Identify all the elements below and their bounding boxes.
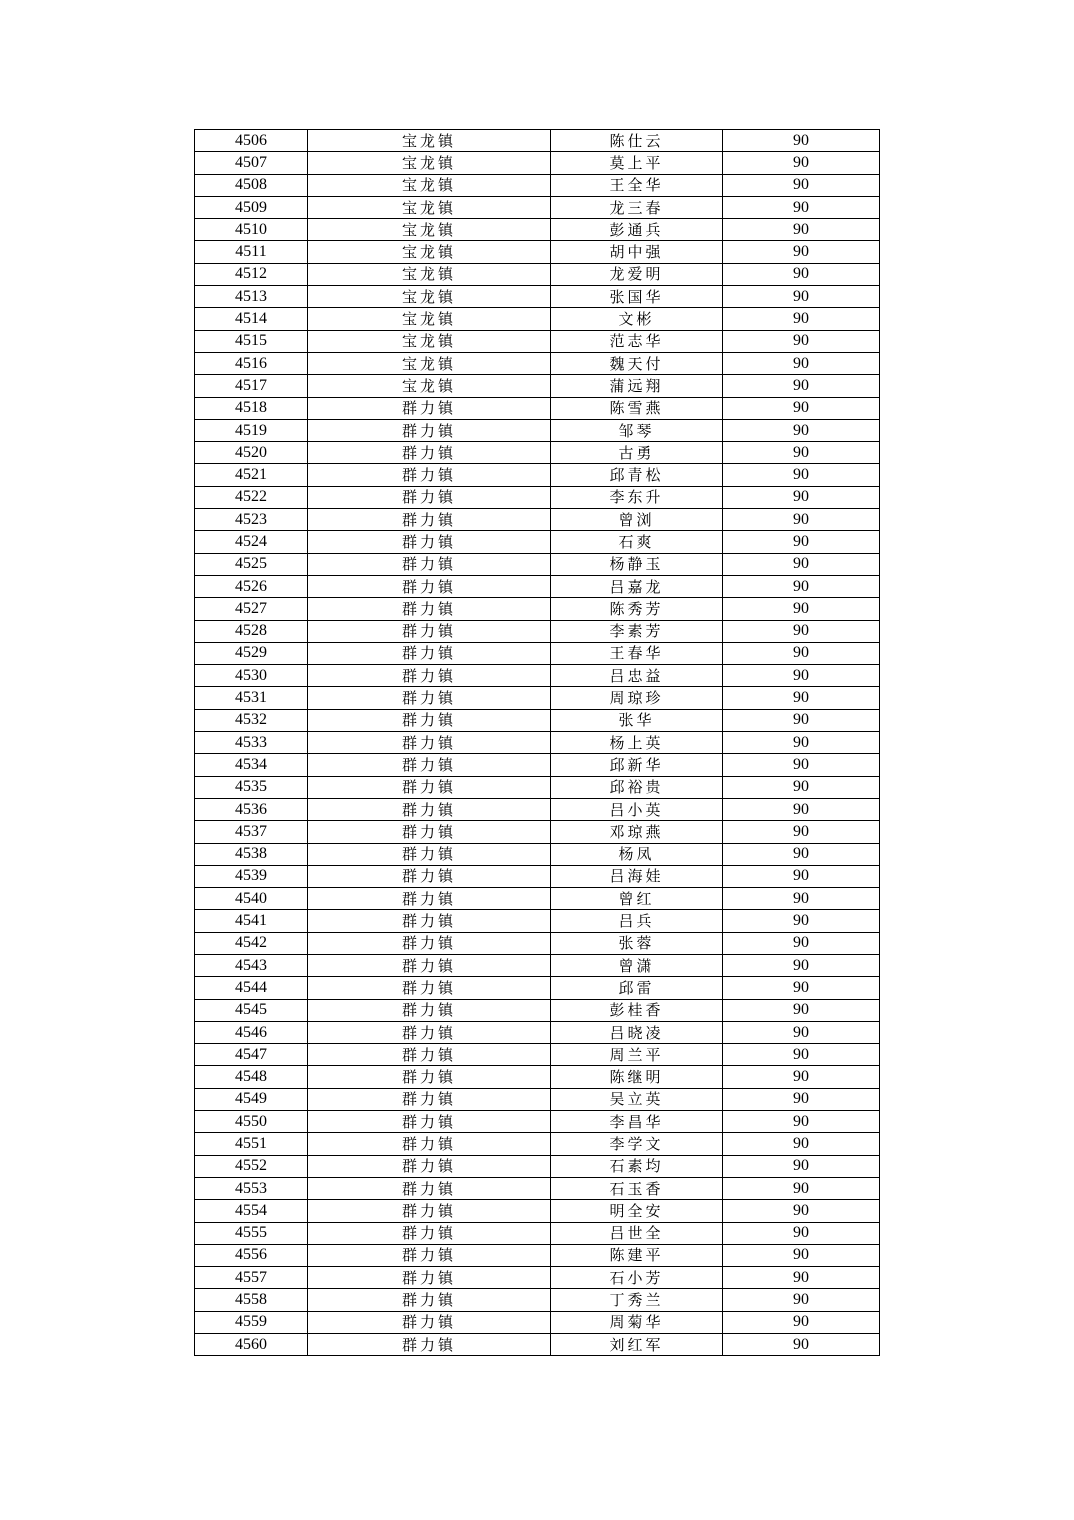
town-cell: 群力镇	[308, 1066, 551, 1088]
number-cell: 4516	[195, 352, 308, 374]
table-row	[195, 152, 880, 174]
score-cell: 90	[723, 910, 880, 932]
score-cell: 90	[723, 130, 880, 152]
name-cell: 吕海娃	[551, 865, 723, 887]
town-cell: 群力镇	[308, 999, 551, 1021]
score-cell: 90	[723, 776, 880, 798]
number-cell: 4535	[195, 776, 308, 798]
town-cell: 群力镇	[308, 419, 551, 441]
town-cell: 群力镇	[308, 1155, 551, 1177]
score-cell: 90	[723, 1133, 880, 1155]
name-cell: 吕忠益	[551, 665, 723, 687]
town-cell: 群力镇	[308, 687, 551, 709]
table-row	[195, 1311, 880, 1333]
number-cell: 4527	[195, 598, 308, 620]
table-row	[195, 1334, 880, 1356]
name-cell: 陈秀芳	[551, 598, 723, 620]
score-cell: 90	[723, 509, 880, 531]
table-row	[195, 442, 880, 464]
score-cell: 90	[723, 821, 880, 843]
number-cell: 4532	[195, 709, 308, 731]
table-row	[195, 553, 880, 575]
name-cell: 李东升	[551, 486, 723, 508]
table-row	[195, 642, 880, 664]
number-cell: 4515	[195, 330, 308, 352]
table-row	[195, 798, 880, 820]
score-cell: 90	[723, 1311, 880, 1333]
table-row	[195, 1044, 880, 1066]
score-cell: 90	[723, 464, 880, 486]
name-cell: 邱新华	[551, 754, 723, 776]
score-cell: 90	[723, 1155, 880, 1177]
number-cell: 4558	[195, 1289, 308, 1311]
town-cell: 群力镇	[308, 1311, 551, 1333]
name-cell: 吕世全	[551, 1222, 723, 1244]
number-cell: 4517	[195, 375, 308, 397]
table-row	[195, 821, 880, 843]
score-cell: 90	[723, 798, 880, 820]
number-cell: 4520	[195, 442, 308, 464]
number-cell: 4509	[195, 196, 308, 218]
town-cell: 宝龙镇	[308, 130, 551, 152]
score-cell: 90	[723, 598, 880, 620]
table-row	[195, 954, 880, 976]
number-cell: 4534	[195, 754, 308, 776]
number-cell: 4559	[195, 1311, 308, 1333]
score-cell: 90	[723, 419, 880, 441]
town-cell: 群力镇	[308, 620, 551, 642]
score-cell: 90	[723, 241, 880, 263]
name-cell: 吴立英	[551, 1088, 723, 1110]
number-cell: 4530	[195, 665, 308, 687]
town-cell: 宝龙镇	[308, 263, 551, 285]
score-cell: 90	[723, 1222, 880, 1244]
table-row	[195, 531, 880, 553]
name-cell: 杨凤	[551, 843, 723, 865]
table-row	[195, 352, 880, 374]
number-cell: 4525	[195, 553, 308, 575]
table-row	[195, 1021, 880, 1043]
number-cell: 4519	[195, 419, 308, 441]
table-row	[195, 219, 880, 241]
table-row	[195, 1200, 880, 1222]
score-cell: 90	[723, 442, 880, 464]
number-cell: 4541	[195, 910, 308, 932]
town-cell: 群力镇	[308, 1267, 551, 1289]
name-cell: 龙爱明	[551, 263, 723, 285]
number-cell: 4542	[195, 932, 308, 954]
town-cell: 群力镇	[308, 1222, 551, 1244]
number-cell: 4511	[195, 241, 308, 263]
name-cell: 张蓉	[551, 932, 723, 954]
table-row	[195, 776, 880, 798]
score-cell: 90	[723, 1066, 880, 1088]
name-cell: 杨静玉	[551, 553, 723, 575]
score-cell: 90	[723, 1334, 880, 1356]
table-row	[195, 620, 880, 642]
score-cell: 90	[723, 732, 880, 754]
name-cell: 彭桂香	[551, 999, 723, 1021]
name-cell: 吕嘉龙	[551, 575, 723, 597]
table-row	[195, 687, 880, 709]
table-row	[195, 1177, 880, 1199]
town-cell: 群力镇	[308, 575, 551, 597]
town-cell: 群力镇	[308, 709, 551, 731]
number-cell: 4555	[195, 1222, 308, 1244]
number-cell: 4553	[195, 1177, 308, 1199]
name-cell: 陈雪燕	[551, 397, 723, 419]
town-cell: 宝龙镇	[308, 375, 551, 397]
name-cell: 曾潇	[551, 954, 723, 976]
name-cell: 张国华	[551, 286, 723, 308]
score-cell: 90	[723, 865, 880, 887]
number-cell: 4547	[195, 1044, 308, 1066]
table-row	[195, 888, 880, 910]
name-cell: 王春华	[551, 642, 723, 664]
number-cell: 4546	[195, 1021, 308, 1043]
score-cell: 90	[723, 1244, 880, 1266]
number-cell: 4537	[195, 821, 308, 843]
name-cell: 王全华	[551, 174, 723, 196]
name-cell: 邹琴	[551, 419, 723, 441]
table-row	[195, 665, 880, 687]
number-cell: 4523	[195, 509, 308, 531]
table-row	[195, 932, 880, 954]
name-cell: 邱雷	[551, 977, 723, 999]
town-cell: 群力镇	[308, 509, 551, 531]
table-row	[195, 196, 880, 218]
name-cell: 周琼珍	[551, 687, 723, 709]
number-cell: 4513	[195, 286, 308, 308]
name-cell: 周菊华	[551, 1311, 723, 1333]
name-cell: 李昌华	[551, 1111, 723, 1133]
name-cell: 陈仕云	[551, 130, 723, 152]
number-cell: 4550	[195, 1111, 308, 1133]
table-row	[195, 174, 880, 196]
roster-table	[194, 129, 880, 1356]
number-cell: 4531	[195, 687, 308, 709]
number-cell: 4506	[195, 130, 308, 152]
name-cell: 曾浏	[551, 509, 723, 531]
town-cell: 群力镇	[308, 776, 551, 798]
town-cell: 群力镇	[308, 464, 551, 486]
town-cell: 群力镇	[308, 1133, 551, 1155]
name-cell: 古勇	[551, 442, 723, 464]
score-cell: 90	[723, 709, 880, 731]
score-cell: 90	[723, 1267, 880, 1289]
score-cell: 90	[723, 196, 880, 218]
score-cell: 90	[723, 977, 880, 999]
number-cell: 4552	[195, 1155, 308, 1177]
name-cell: 龙三春	[551, 196, 723, 218]
number-cell: 4518	[195, 397, 308, 419]
town-cell: 宝龙镇	[308, 286, 551, 308]
score-cell: 90	[723, 352, 880, 374]
name-cell: 吕兵	[551, 910, 723, 932]
town-cell: 群力镇	[308, 1088, 551, 1110]
table-row	[195, 575, 880, 597]
name-cell: 李素芳	[551, 620, 723, 642]
table-row	[195, 754, 880, 776]
score-cell: 90	[723, 286, 880, 308]
town-cell: 宝龙镇	[308, 241, 551, 263]
table-row	[195, 1088, 880, 1110]
town-cell: 群力镇	[308, 798, 551, 820]
town-cell: 群力镇	[308, 754, 551, 776]
score-cell: 90	[723, 174, 880, 196]
town-cell: 宝龙镇	[308, 152, 551, 174]
town-cell: 群力镇	[308, 486, 551, 508]
town-cell: 群力镇	[308, 553, 551, 575]
score-cell: 90	[723, 1044, 880, 1066]
name-cell: 石玉香	[551, 1177, 723, 1199]
number-cell: 4540	[195, 888, 308, 910]
name-cell: 石小芳	[551, 1267, 723, 1289]
town-cell: 群力镇	[308, 888, 551, 910]
number-cell: 4524	[195, 531, 308, 553]
name-cell: 吕小英	[551, 798, 723, 820]
town-cell: 群力镇	[308, 531, 551, 553]
number-cell: 4538	[195, 843, 308, 865]
name-cell: 范志华	[551, 330, 723, 352]
table-row	[195, 732, 880, 754]
number-cell: 4545	[195, 999, 308, 1021]
score-cell: 90	[723, 219, 880, 241]
name-cell: 胡中强	[551, 241, 723, 263]
name-cell: 吕晓凌	[551, 1021, 723, 1043]
table-row	[195, 1267, 880, 1289]
table-row	[195, 1244, 880, 1266]
table-row	[195, 843, 880, 865]
town-cell: 群力镇	[308, 442, 551, 464]
table-row	[195, 308, 880, 330]
town-cell: 群力镇	[308, 1200, 551, 1222]
number-cell: 4543	[195, 954, 308, 976]
name-cell: 丁秀兰	[551, 1289, 723, 1311]
name-cell: 石爽	[551, 531, 723, 553]
name-cell: 魏天付	[551, 352, 723, 374]
table-row	[195, 709, 880, 731]
name-cell: 文彬	[551, 308, 723, 330]
score-cell: 90	[723, 330, 880, 352]
number-cell: 4510	[195, 219, 308, 241]
town-cell: 群力镇	[308, 1044, 551, 1066]
score-cell: 90	[723, 1111, 880, 1133]
name-cell: 蒲远翔	[551, 375, 723, 397]
score-cell: 90	[723, 1088, 880, 1110]
table-row	[195, 977, 880, 999]
name-cell: 莫上平	[551, 152, 723, 174]
name-cell: 彭通兵	[551, 219, 723, 241]
score-cell: 90	[723, 308, 880, 330]
town-cell: 群力镇	[308, 910, 551, 932]
table-row	[195, 509, 880, 531]
town-cell: 宝龙镇	[308, 174, 551, 196]
name-cell: 石素均	[551, 1155, 723, 1177]
number-cell: 4536	[195, 798, 308, 820]
score-cell: 90	[723, 665, 880, 687]
town-cell: 宝龙镇	[308, 196, 551, 218]
town-cell: 群力镇	[308, 1289, 551, 1311]
town-cell: 群力镇	[308, 954, 551, 976]
score-cell: 90	[723, 553, 880, 575]
score-cell: 90	[723, 888, 880, 910]
town-cell: 群力镇	[308, 1021, 551, 1043]
score-cell: 90	[723, 954, 880, 976]
score-cell: 90	[723, 687, 880, 709]
table-row	[195, 1155, 880, 1177]
name-cell: 李学文	[551, 1133, 723, 1155]
number-cell: 4548	[195, 1066, 308, 1088]
number-cell: 4551	[195, 1133, 308, 1155]
score-cell: 90	[723, 1200, 880, 1222]
score-cell: 90	[723, 754, 880, 776]
number-cell: 4539	[195, 865, 308, 887]
score-cell: 90	[723, 642, 880, 664]
number-cell: 4508	[195, 174, 308, 196]
table-row	[195, 419, 880, 441]
town-cell: 群力镇	[308, 1334, 551, 1356]
number-cell: 4554	[195, 1200, 308, 1222]
name-cell: 刘红军	[551, 1334, 723, 1356]
score-cell: 90	[723, 531, 880, 553]
table-row	[195, 1222, 880, 1244]
name-cell: 明全安	[551, 1200, 723, 1222]
name-cell: 邱青松	[551, 464, 723, 486]
number-cell: 4544	[195, 977, 308, 999]
name-cell: 曾红	[551, 888, 723, 910]
number-cell: 4514	[195, 308, 308, 330]
number-cell: 4549	[195, 1088, 308, 1110]
name-cell: 杨上英	[551, 732, 723, 754]
town-cell: 群力镇	[308, 732, 551, 754]
score-cell: 90	[723, 486, 880, 508]
number-cell: 4557	[195, 1267, 308, 1289]
score-cell: 90	[723, 843, 880, 865]
town-cell: 群力镇	[308, 1244, 551, 1266]
name-cell: 陈建平	[551, 1244, 723, 1266]
number-cell: 4560	[195, 1334, 308, 1356]
table-row	[195, 263, 880, 285]
score-cell: 90	[723, 375, 880, 397]
table-row	[195, 286, 880, 308]
number-cell: 4521	[195, 464, 308, 486]
town-cell: 宝龙镇	[308, 308, 551, 330]
table-row	[195, 598, 880, 620]
number-cell: 4507	[195, 152, 308, 174]
table-row	[195, 330, 880, 352]
table-row	[195, 1289, 880, 1311]
number-cell: 4556	[195, 1244, 308, 1266]
town-cell: 群力镇	[308, 977, 551, 999]
table-row	[195, 865, 880, 887]
table-row	[195, 397, 880, 419]
score-cell: 90	[723, 932, 880, 954]
table-row	[195, 375, 880, 397]
table-row	[195, 910, 880, 932]
town-cell: 群力镇	[308, 932, 551, 954]
table-row	[195, 241, 880, 263]
town-cell: 群力镇	[308, 598, 551, 620]
number-cell: 4512	[195, 263, 308, 285]
table-row	[195, 999, 880, 1021]
number-cell: 4522	[195, 486, 308, 508]
table-row	[195, 1133, 880, 1155]
town-cell: 宝龙镇	[308, 352, 551, 374]
table-row	[195, 130, 880, 152]
score-cell: 90	[723, 397, 880, 419]
name-cell: 邓琼燕	[551, 821, 723, 843]
town-cell: 宝龙镇	[308, 219, 551, 241]
score-cell: 90	[723, 1021, 880, 1043]
town-cell: 群力镇	[308, 843, 551, 865]
score-cell: 90	[723, 999, 880, 1021]
number-cell: 4528	[195, 620, 308, 642]
town-cell: 群力镇	[308, 821, 551, 843]
name-cell: 邱裕贵	[551, 776, 723, 798]
score-cell: 90	[723, 152, 880, 174]
number-cell: 4526	[195, 575, 308, 597]
score-cell: 90	[723, 1289, 880, 1311]
roster-table-body	[195, 130, 880, 1356]
table-row	[195, 486, 880, 508]
number-cell: 4529	[195, 642, 308, 664]
table-row	[195, 464, 880, 486]
town-cell: 群力镇	[308, 665, 551, 687]
town-cell: 宝龙镇	[308, 330, 551, 352]
town-cell: 群力镇	[308, 1111, 551, 1133]
name-cell: 陈继明	[551, 1066, 723, 1088]
town-cell: 群力镇	[308, 1177, 551, 1199]
number-cell: 4533	[195, 732, 308, 754]
town-cell: 群力镇	[308, 865, 551, 887]
table-row	[195, 1111, 880, 1133]
score-cell: 90	[723, 1177, 880, 1199]
town-cell: 群力镇	[308, 642, 551, 664]
town-cell: 群力镇	[308, 397, 551, 419]
score-cell: 90	[723, 575, 880, 597]
name-cell: 周兰平	[551, 1044, 723, 1066]
table-row	[195, 1066, 880, 1088]
name-cell: 张华	[551, 709, 723, 731]
score-cell: 90	[723, 263, 880, 285]
score-cell: 90	[723, 620, 880, 642]
